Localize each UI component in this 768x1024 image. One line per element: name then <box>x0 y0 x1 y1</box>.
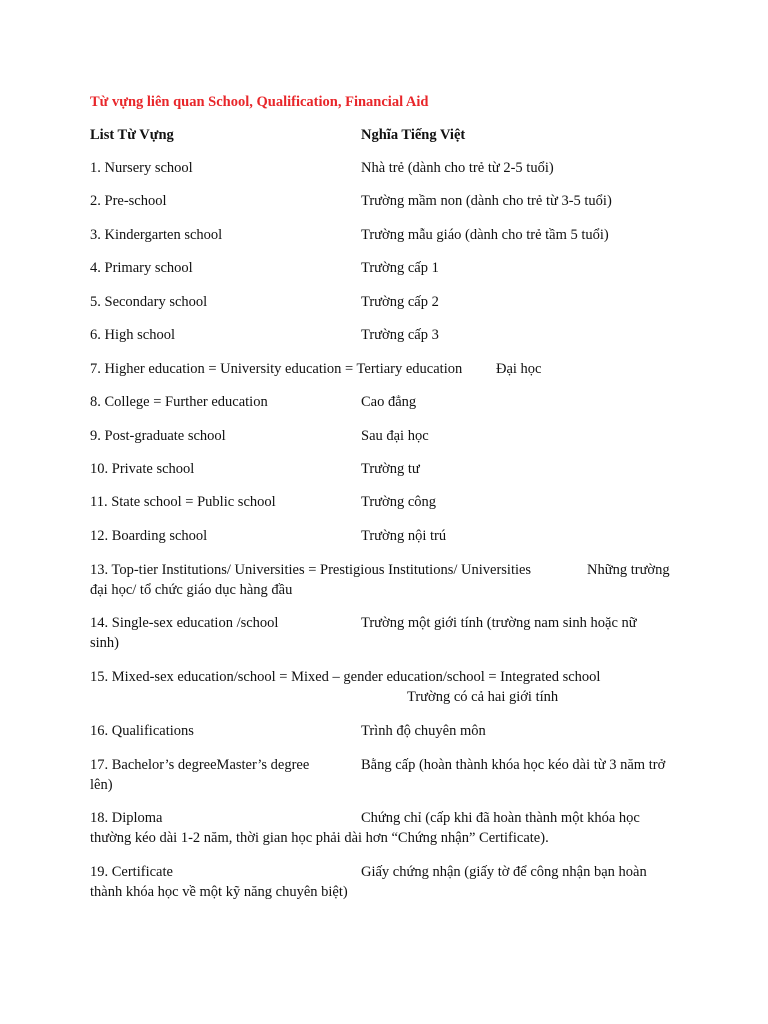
vocab-meaning: Trường nội trú <box>361 528 447 544</box>
vocab-meaning: Cao đẳng <box>361 394 417 410</box>
vocab-term: 12. Boarding school <box>90 528 208 544</box>
vocab-meaning: Trường một giới tính (trường nam sinh hoặc nữ <box>361 615 637 631</box>
vocab-term: 8. College = Further education <box>90 394 268 410</box>
vocab-meaning-continued: thành khóa học về một kỹ năng chuyên biệt) <box>90 884 348 900</box>
vocab-meaning: Trình độ chuyên môn <box>361 723 486 739</box>
vocab-meaning: Giấy chứng nhận (giấy tờ để công nhận bạn hoàn <box>361 864 647 880</box>
vocab-meaning-continued: lên) <box>90 777 113 793</box>
vocab-term: 15. Mixed-sex education/school = Mixed – gender education/school = Integrated school <box>90 669 601 685</box>
vocab-meaning: Sau đại học <box>361 428 429 444</box>
vocab-term: 17. Bachelor’s degreeMaster’s degree <box>90 757 310 773</box>
vocab-meaning: Những trường <box>587 562 670 578</box>
header-vietnamese-meaning: Nghĩa Tiếng Việt <box>361 127 466 143</box>
vocab-meaning-continued: đại học/ tổ chức giáo dục hàng đầu <box>90 582 293 598</box>
vocab-meaning: Trường cấp 3 <box>361 327 439 343</box>
vocab-term: 1. Nursery school <box>90 160 193 176</box>
document-title: Từ vựng liên quan School, Qualification, Financial Aid <box>90 94 429 110</box>
vocab-meaning: Đại học <box>496 361 542 377</box>
header-vocabulary-list: List Từ Vựng <box>90 127 174 143</box>
vocab-term: 14. Single-sex education /school <box>90 615 279 631</box>
vocab-term: 18. Diploma <box>90 810 163 826</box>
vocab-term: 16. Qualifications <box>90 723 194 739</box>
vocab-meaning-continued: thường kéo dài 1-2 năm, thời gian học phải dài hơn “Chứng nhận” Certificate). <box>90 830 549 846</box>
vocab-term: 13. Top-tier Institutions/ Universities = Prestigious Institutions/ Universities <box>90 562 532 578</box>
vocab-term: 10. Private school <box>90 461 195 477</box>
vocab-meaning: Trường tư <box>361 461 420 477</box>
vocab-meaning: Nhà trẻ (dành cho trẻ từ 2-5 tuổi) <box>361 160 554 176</box>
vocab-meaning: Trường mẫu giáo (dành cho trẻ tầm 5 tuổi) <box>361 227 609 243</box>
vocab-meaning: Bằng cấp (hoàn thành khóa học kéo dài từ 3 năm trở <box>361 757 666 773</box>
vocab-meaning: Trường có cả hai giới tính <box>407 689 559 705</box>
vocab-term: 2. Pre-school <box>90 193 167 209</box>
vocab-meaning: Trường cấp 1 <box>361 260 439 276</box>
vocab-term: 9. Post-graduate school <box>90 428 226 444</box>
vocab-meaning: Trường công <box>361 494 437 510</box>
vocab-term: 11. State school = Public school <box>90 494 276 510</box>
vocab-term: 19. Certificate <box>90 864 173 880</box>
vocab-meaning: Trường cấp 2 <box>361 294 439 310</box>
vocab-term: 4. Primary school <box>90 260 193 276</box>
vocab-meaning: Trường mầm non (dành cho trẻ từ 3-5 tuổi) <box>361 193 612 209</box>
vocab-term: 5. Secondary school <box>90 294 208 310</box>
vocab-meaning: Chứng chỉ (cấp khi đã hoàn thành một khóa học <box>361 810 640 826</box>
vocab-term: 6. High school <box>90 327 175 343</box>
vocab-meaning-continued: sinh) <box>90 635 119 651</box>
vocab-term: 3. Kindergarten school <box>90 227 223 243</box>
vocab-term: 7. Higher education = University education = Tertiary education <box>90 361 463 377</box>
